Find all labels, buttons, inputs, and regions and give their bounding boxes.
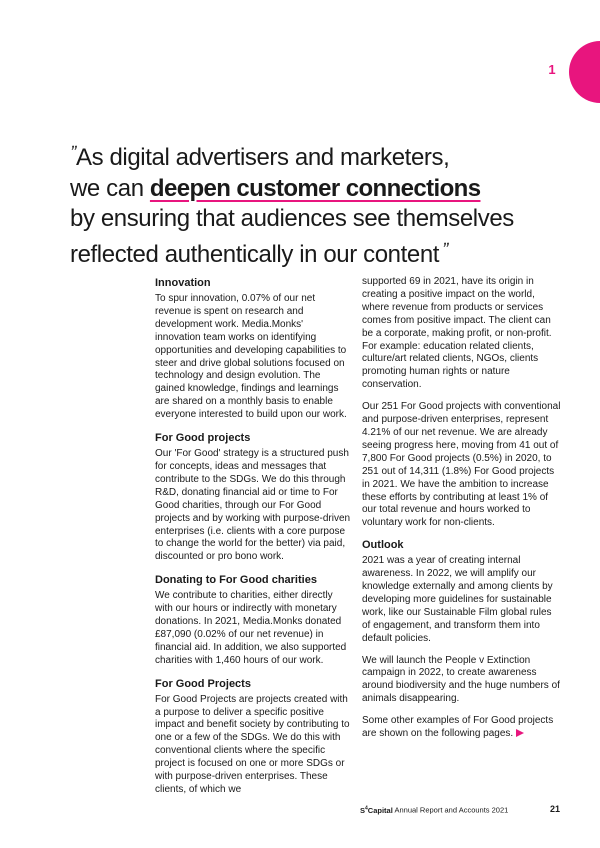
right-column (362, 276, 562, 750)
innovation-heading: Innovation (155, 277, 211, 289)
quote-line-3: by ensuring that audiences see themselves (70, 205, 514, 232)
footer-brand-s: S (360, 805, 366, 815)
quote-highlight: deepen customer connections (149, 174, 481, 202)
quote-text-1: As digital advertisers and marketers, (76, 144, 450, 171)
donating-paragraph: We contribute to charities, either directly with our hours or indirectly with monetary donations. In 2021, Media.Monks donated £87,090 (0.02% of our net revenue) in financial aid. In addition, we also supported charities with 1,460 hours of our work. (155, 590, 347, 666)
close-quote-mark: ˮ (442, 239, 447, 260)
outlook-paragraph-2: We will launch the People v Extinction campaign in 2022, to create awareness around biodiversity and the huge numbers of animals disappearing. (362, 654, 560, 705)
outlook-paragraph-3 (362, 715, 562, 741)
for-good-projects-2-paragraph: For Good Projects are projects created with a purpose to deliver a specific positive impact and benefit society by contributing to one or a few of the SDGs. We do this with conventional clients where the specific project is focused on one or more SDGs or with purpose-driven enterprises. These clients, of which we (155, 693, 350, 795)
left-column (155, 276, 351, 806)
footer-brand-sup: 4 (365, 805, 368, 811)
quote-text-2-prefix: we can (70, 174, 150, 202)
page-number: 21 (549, 804, 560, 814)
open-quote-mark: ˮ (70, 143, 74, 163)
footer-brand (360, 806, 393, 815)
page-footer (360, 805, 560, 817)
footer-brand-rest: Capital (367, 805, 393, 815)
outlook-heading: Outlook (362, 539, 404, 552)
quote-line-1 (70, 138, 550, 174)
chapter-number: 1 (548, 62, 556, 77)
outlook-paragraph-3-text: Some other examples of For Good projects are shown on the following pages. (362, 715, 554, 740)
footer-report-title: Annual Report and Accounts 2021 (392, 805, 509, 815)
revenue-paragraph: Our 251 For Good projects with conventional and purpose-driven enterprises, represent 4.21% of our net revenue. We are already seeing progress here, moving from 41 out of 7,800 For Good projects (0.5%) in 2020, to 251 out of 14,311 (1.8%) For Good projects in 2021. We have the ambition to increase these efforts by contributing at least 1% of our total revenue and hours worked to voluntary work for non-clients. (362, 401, 561, 529)
quote-text-4: reflected authentically in our content (70, 240, 440, 268)
for-good-projects-paragraph: Our 'For Good' strategy is a structured push for concepts, ideas and messages that contribute to the SDGs. We do this through R&D, donating financial aid or time to For Good charities, through our For Good projects and by working with purpose-driven enterprises (i.e. clients with a core purpose to change the world for the better) via paid, discounted or pro bono work. (155, 448, 351, 563)
quote-line-2 (70, 174, 550, 205)
donating-heading: Donating to For Good charities (155, 574, 317, 587)
chapter-tab (569, 41, 600, 103)
for-good-projects-heading: For Good projects (155, 432, 251, 445)
arrow-right-icon (516, 729, 524, 737)
clients-paragraph: supported 69 in 2021, have its origin in creating a positive impact on the world, where revenue from products or services comes from positive impact. The client can be a corporate, making profit, or non-profit. For example: education related clients, culture/art related clients, NGOs, clients promoting human rights or nature conservation. (362, 276, 552, 391)
quote-line-4 (70, 235, 550, 271)
outlook-paragraph-1: 2021 was a year of creating internal awareness. In 2022, we will amplify our knowledge externally and among clients by developing more guidelines for sustainable work, like our Sustainable Film global rules of engagement, and transform them into default policies. (362, 555, 553, 644)
pull-quote (70, 138, 550, 270)
innovation-paragraph: To spur innovation, 0.07% of our net revenue is spent on research and development work. Media.Monks' innovation team works on identifying opportunities and developing capabilities to steer and drive global solutions focused on technology and design evolution. The gained knowledge, findings and learnings are shared on a monthly basis to enable everyone interested to build upon our work. (155, 293, 347, 421)
for-good-projects-2-heading: For Good Projects (155, 677, 251, 690)
